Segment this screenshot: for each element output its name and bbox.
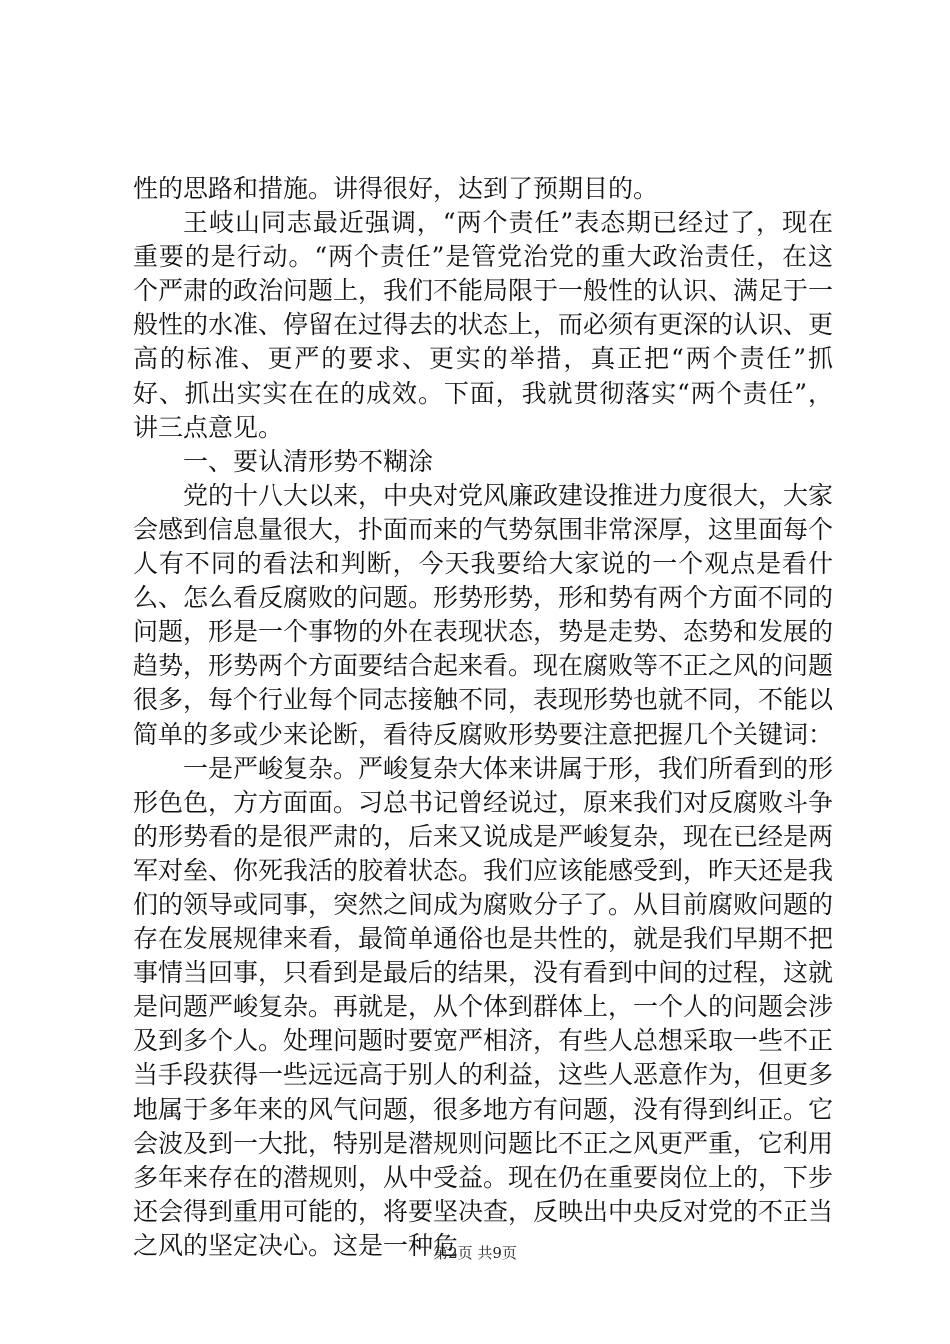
paragraph-4: 一是严峻复杂。严峻复杂大体来讲属于形，我们所看到的形形色色，方方面面。习总书记曾经说过，原来我们对反腐败斗争的形势看的是很严肃的，后来又说成是严峻复杂，现在已经是两军对垒、你死我活的胶着状态。我们应该能感受到，昨天还是我们的领导或同事，突然之间成为腐败分子了。从目前腐败问题的存在发展规律来看，最简单通俗也是共性的，就是我们早期不把事情当回事，只看到是最后的结果，没有看到中间的过程，这就是问题严峻复杂。再就是，从个体到群体上，一个人的问题会涉及到多个人。处理问题时要宽严相济，有些人总想采取一些不正当手段获得一些远远高于别人的利益，这些人恶意作为，但更多地属于多年来的风气问题，很多地方有问题，没有得到纠正。它会波及到一大批，特别是潜规则问题比不正之风更严重，它利用多年来存在的潜规则，从中受益。现在仍在重要岗位上的，下步还会得到重用可能的，将要坚决查，反映出中央反对党的不正当之风的坚定决心。这是一种危 (133, 753, 834, 1260)
paragraph-3: 党的十八大以来，中央对党风廉政建设推进力度很大，大家会感到信息量很大，扑面而来的气势氛围非常深厚，这里面每个人有不同的看法和判断，今天我要给大家说的一个观点是看什么、怎么看反腐败的问题。形势形势，形和势有两个方面不同的问题，形是一个事物的外在表现状态，势是走势、态势和发展的趋势，形势两个方面要结合起来看。现在腐败等不正之风的问题很多，每个行业每个同志接触不同，表现形势也就不同，不能以简单的多或少来论断，看待反腐败形势要注意把握几个关键词： (133, 480, 834, 749)
paragraph-1: 性的思路和措施。讲得很好，达到了预期目的。 (133, 174, 659, 203)
section-heading: 一、要认清形势不糊涂 (183, 446, 434, 476)
document-body (133, 172, 833, 1263)
paragraph-2: 王岐山同志最近强调，“两个责任”表态期已经过了，现在重要的是行动。“两个责任”是管党治党的重大政治责任，在这个严肃的政治问题上，我们不能局限于一般性的认识、满足于一般性的水准、停留在过得去的状态上，而必须有更深的认识、更高的标准、更严的要求、更实的举措，真正把“两个责任”抓好、抓出实实在在的成效。下面，我就贯彻落实“两个责任”，讲三点意见。 (133, 208, 834, 442)
page-number-footer: 第2页 共9页 (433, 1244, 517, 1262)
